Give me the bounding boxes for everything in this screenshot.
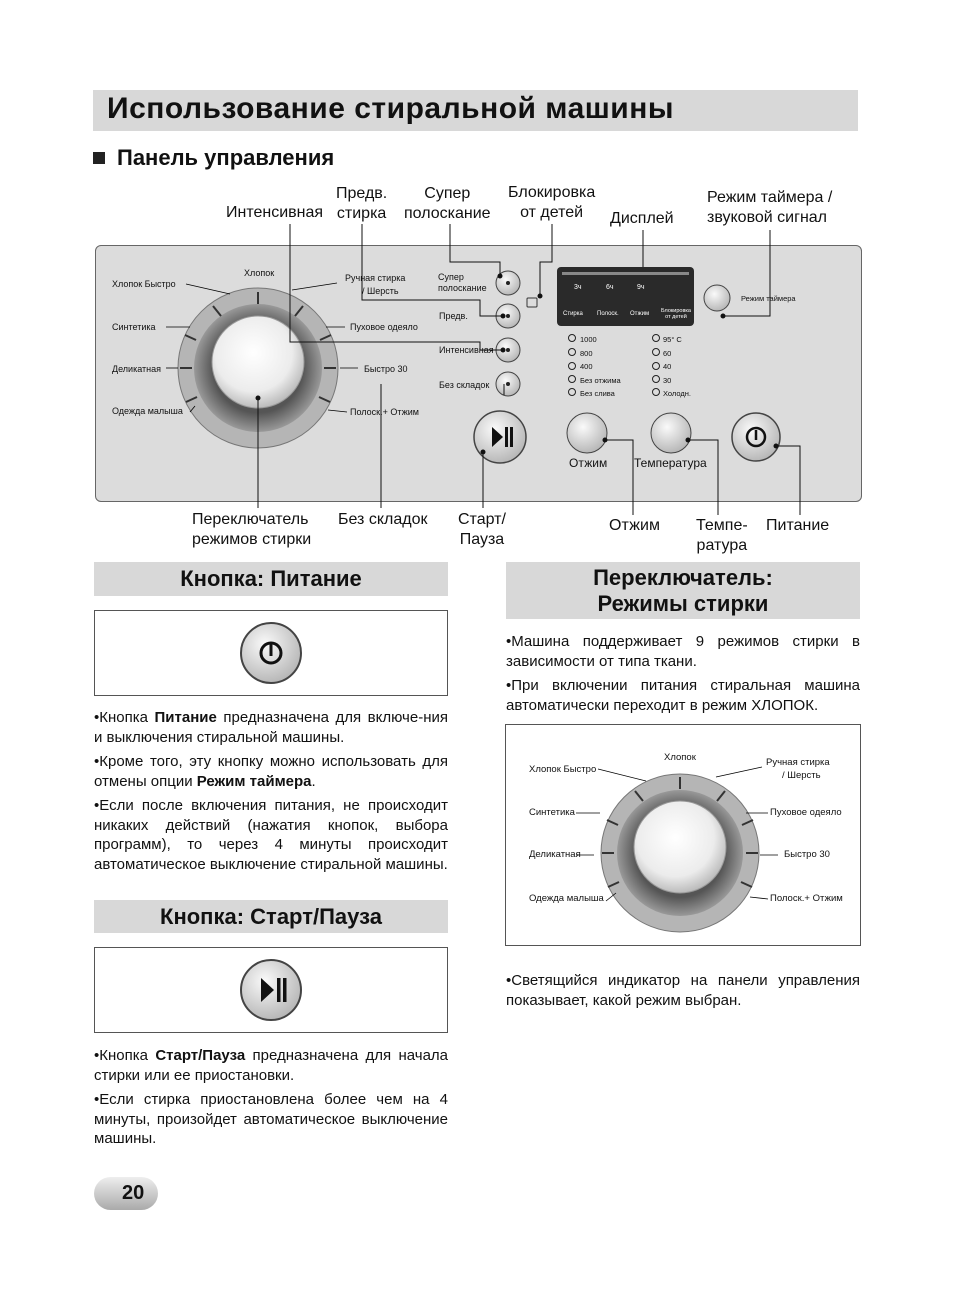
display-time-3h: 3ч <box>574 284 582 291</box>
page-number: 20 <box>94 1177 158 1210</box>
temperature-button[interactable] <box>651 413 691 453</box>
program-hand-wash: Ручная стирка <box>345 273 406 283</box>
callout-intensive: Интенсивная <box>226 204 324 221</box>
display-time-9h: 9ч <box>637 284 645 291</box>
label-super-rinse: Супер полоскание <box>438 272 487 293</box>
label-temperature-button: Температура <box>634 456 707 470</box>
dial-cotton-quick: Хлопок Быстро <box>529 764 597 775</box>
display-spin: Отжим <box>630 311 650 317</box>
callout-timer: Режим таймера / звуковой сигнал <box>707 189 833 226</box>
power-button-illustration <box>94 610 448 696</box>
callout-power: Питание <box>766 517 830 534</box>
display-wash: Стирка <box>563 311 583 317</box>
display-child-lock: Блокировка от детей <box>661 308 691 320</box>
label-prewash: Предв. <box>439 311 468 321</box>
display-time-6h: 6ч <box>606 284 614 291</box>
power-section-text: •Кнопка Питание предназначена для включе-ния и выключения стиральной машины. •Кроме того, эту кнопку можно использовать для отмены опции Режим таймера. •Если после включения питания, не происходит никаких действий (нажатия кнопок, выбора программ), то через 4 минуты происходит автоматическое выключение стиральной машины. <box>94 709 448 873</box>
page-title: Использование стиральной машины <box>107 92 674 125</box>
timer-button[interactable] <box>704 285 730 311</box>
callout-temperature: Темпе- ратура <box>696 517 748 554</box>
selector-section-title: Переключатель: Режимы стирки <box>506 562 860 619</box>
start-button-illustration <box>94 947 448 1033</box>
label-timer: Режим таймера <box>741 294 796 303</box>
program-baby-wear: Одежда малыша <box>112 406 183 416</box>
callout-child-lock: Блокировка от детей <box>508 184 596 221</box>
dial-quick-30: Быстро 30 <box>784 849 830 860</box>
callout-start-pause: Старт/ Пауза <box>458 511 506 548</box>
dial-synthetics: Синтетика <box>529 807 575 818</box>
dial-cotton: Хлопок <box>664 752 696 763</box>
label-intensive: Интенсивная <box>439 345 494 355</box>
dial-wool: / Шерсть <box>782 770 821 781</box>
program-duvet: Пуховое одеяло <box>350 322 418 332</box>
start-section-text: •Кнопка Старт/Пауза предназначена для начала стирки или ее приостановки. •Если стирка приостановлена более чем на 4 минуты, произойдет автоматическое выключение машины. <box>94 1047 449 1147</box>
dial-delicate: Деликатная <box>529 849 581 860</box>
program-cotton: Хлопок <box>244 268 275 278</box>
selector-section-note: •Светящийся индикатор на панели управления показывает, какой режим выбран. <box>506 972 860 1009</box>
callout-no-crease: Без складок <box>338 511 428 528</box>
dial-baby-wear: Одежда малыша <box>529 893 604 904</box>
callout-spin: Отжим <box>609 517 660 534</box>
callout-super-rinse: Супер полоскание <box>404 185 491 222</box>
program-synthetics: Синтетика <box>112 322 156 332</box>
dial-rinse-spin: Полоск.+ Отжим <box>770 893 843 904</box>
selector-dial-illustration <box>505 724 861 946</box>
program-delicate: Деликатная <box>112 364 161 374</box>
lock-icon <box>527 298 537 307</box>
dial-duvet: Пуховое одеяло <box>770 807 842 818</box>
program-cotton-quick: Хлопок Быстро <box>112 279 176 289</box>
power-section-title: Кнопка: Питание <box>94 562 448 596</box>
spin-options: 1000 800 400 Без отжима Без слива <box>580 335 621 398</box>
callout-selector: Переключатель режимов стирки <box>192 511 312 548</box>
label-no-crease: Без складок <box>439 380 490 390</box>
section-title-text: Панель управления <box>117 145 335 170</box>
display-rinse: Полоск. <box>597 311 619 317</box>
program-rinse-spin: Полоск.+ Отжим <box>350 407 419 417</box>
selector-section-text: •Машина поддерживает 9 режимов стирки в зависимости от типа ткани. •При включении питания стиральная машина автоматически переходит в режим ХЛОПОК. <box>506 633 860 714</box>
callout-display: Дисплей <box>610 210 674 227</box>
label-spin-button: Отжим <box>569 456 608 470</box>
program-wool: / Шерсть <box>362 286 399 296</box>
dial-hand-wash: Ручная стирка <box>766 757 830 768</box>
temperature-options: 95° C 60 40 30 Холодн. <box>663 335 691 398</box>
start-section-title: Кнопка: Старт/Пауза <box>94 900 448 933</box>
program-quick-30: Быстро 30 <box>364 364 408 374</box>
spin-button[interactable] <box>567 413 607 453</box>
callout-prewash: Предв. стирка <box>336 185 388 222</box>
